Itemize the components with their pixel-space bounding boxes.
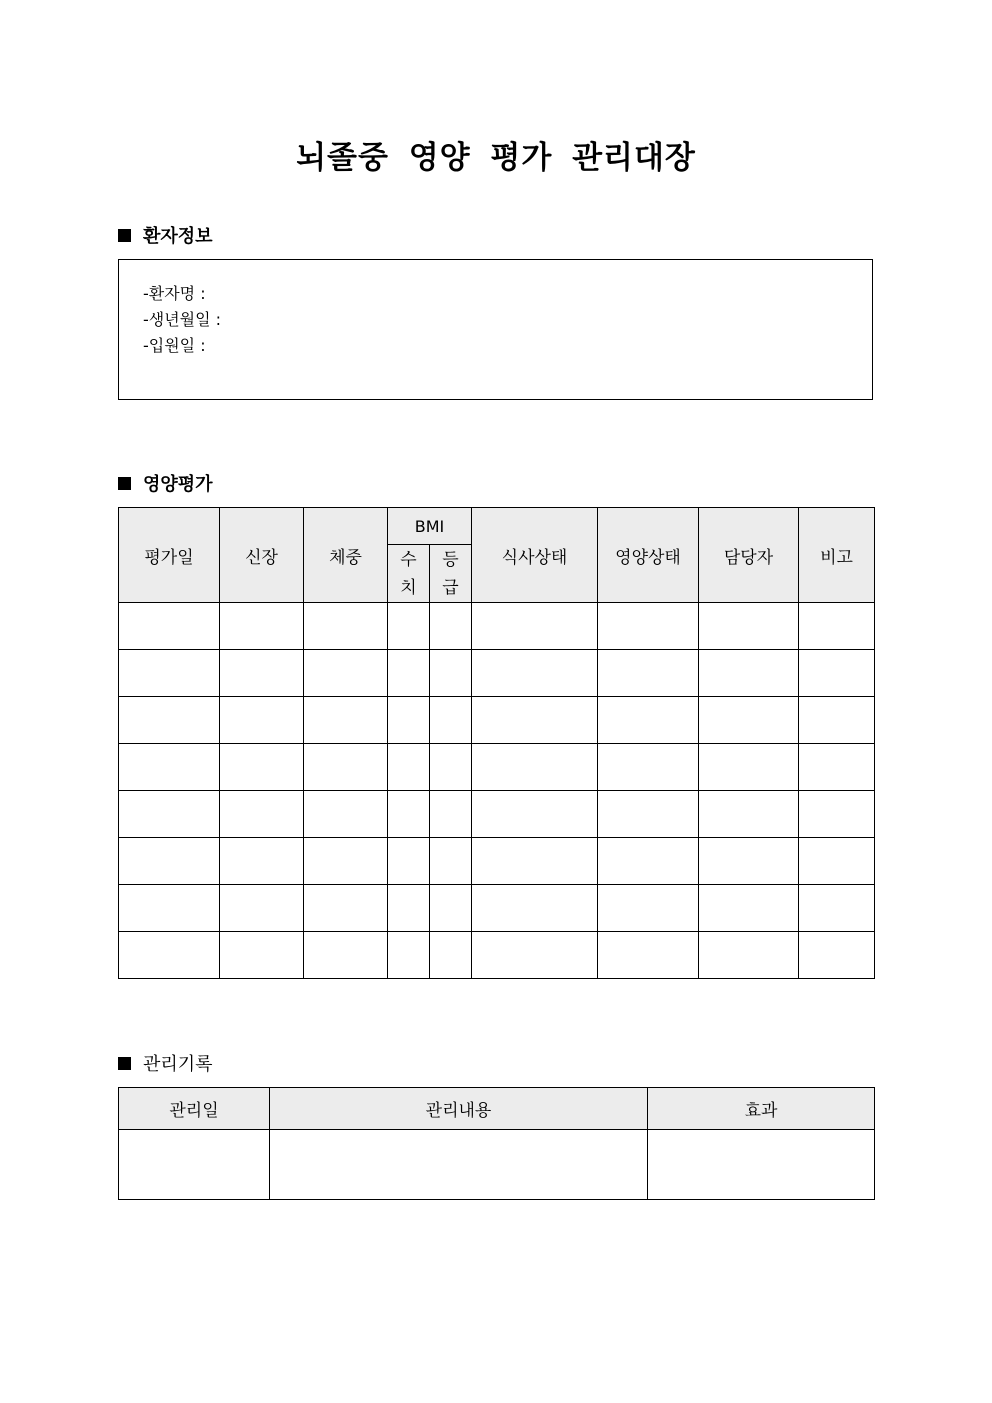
header-management-date: 관리일 — [119, 1088, 270, 1130]
table-row — [119, 603, 875, 650]
table-cell[interactable] — [430, 838, 472, 885]
patient-info-box — [118, 259, 873, 400]
table-cell[interactable] — [304, 697, 388, 744]
table-cell[interactable] — [119, 697, 220, 744]
table-cell[interactable] — [304, 791, 388, 838]
table-cell[interactable] — [598, 791, 699, 838]
table-cell[interactable] — [388, 932, 430, 979]
table-cell[interactable] — [388, 744, 430, 791]
table-cell[interactable] — [430, 885, 472, 932]
table-cell[interactable] — [119, 838, 220, 885]
table-cell[interactable] — [699, 744, 799, 791]
table-cell[interactable] — [270, 1130, 648, 1200]
table-cell[interactable] — [304, 603, 388, 650]
section-heading-assessment — [118, 470, 213, 496]
page-title: 뇌졸중 영양 평가 관리대장 — [296, 140, 696, 176]
header-weight: 체중 — [304, 508, 388, 603]
table-cell[interactable] — [119, 791, 220, 838]
section-heading-label: 영양평가 — [143, 474, 213, 495]
patient-name-label: -환자명 : — [143, 284, 206, 303]
table-cell[interactable] — [598, 838, 699, 885]
table-cell[interactable] — [119, 744, 220, 791]
table-cell[interactable] — [119, 650, 220, 697]
table-cell[interactable] — [799, 744, 875, 791]
header-bmi-value: 수 치 — [388, 545, 430, 603]
table-cell[interactable] — [430, 932, 472, 979]
table-cell[interactable] — [598, 932, 699, 979]
table-cell[interactable] — [799, 885, 875, 932]
section-heading-patient-info — [118, 222, 213, 248]
table-cell[interactable] — [699, 697, 799, 744]
square-bullet-icon — [118, 477, 131, 490]
table-cell[interactable] — [598, 744, 699, 791]
table-cell[interactable] — [430, 650, 472, 697]
table-row — [119, 791, 875, 838]
table-cell[interactable] — [472, 603, 598, 650]
table-cell[interactable] — [598, 697, 699, 744]
table-row — [119, 697, 875, 744]
table-cell[interactable] — [119, 1130, 270, 1200]
section-heading-label: 환자정보 — [143, 226, 213, 247]
table-cell[interactable] — [472, 791, 598, 838]
table-cell[interactable] — [430, 744, 472, 791]
table-cell[interactable] — [598, 603, 699, 650]
table-cell[interactable] — [220, 838, 304, 885]
table-cell[interactable] — [799, 697, 875, 744]
table-cell[interactable] — [388, 885, 430, 932]
header-staff: 담당자 — [699, 508, 799, 603]
table-cell[interactable] — [388, 650, 430, 697]
table-cell[interactable] — [220, 932, 304, 979]
management-records-table — [118, 1087, 875, 1200]
table-cell[interactable] — [304, 932, 388, 979]
table-row — [119, 744, 875, 791]
header-diet-status: 식사상태 — [472, 508, 598, 603]
admission-date-label: -입원일 : — [143, 336, 206, 355]
table-cell[interactable] — [472, 885, 598, 932]
table-cell[interactable] — [304, 650, 388, 697]
table-cell[interactable] — [799, 603, 875, 650]
table-cell[interactable] — [472, 650, 598, 697]
table-cell[interactable] — [699, 885, 799, 932]
table-cell[interactable] — [430, 603, 472, 650]
table-row — [119, 838, 875, 885]
admission-date-field[interactable] — [143, 333, 221, 359]
table-row — [119, 1130, 875, 1200]
table-cell[interactable] — [699, 791, 799, 838]
table-cell[interactable] — [388, 603, 430, 650]
table-cell[interactable] — [220, 650, 304, 697]
table-cell[interactable] — [304, 885, 388, 932]
table-cell[interactable] — [220, 744, 304, 791]
table-cell[interactable] — [699, 932, 799, 979]
table-cell[interactable] — [119, 885, 220, 932]
table-cell[interactable] — [472, 932, 598, 979]
table-cell[interactable] — [699, 650, 799, 697]
section-heading-label: 관리기록 — [143, 1054, 213, 1075]
table-cell[interactable] — [220, 791, 304, 838]
table-cell[interactable] — [472, 744, 598, 791]
table-row — [119, 885, 875, 932]
table-cell[interactable] — [472, 697, 598, 744]
table-cell[interactable] — [388, 791, 430, 838]
header-note: 비고 — [799, 508, 875, 603]
header-management-content: 관리내용 — [270, 1088, 648, 1130]
header-bmi: BMI — [388, 508, 472, 545]
header-bmi-grade: 등 급 — [430, 545, 472, 603]
table-cell[interactable] — [119, 603, 220, 650]
table-cell[interactable] — [699, 603, 799, 650]
table-cell[interactable] — [304, 744, 388, 791]
header-date: 평가일 — [119, 508, 220, 603]
table-cell[interactable] — [220, 885, 304, 932]
table-cell[interactable] — [799, 838, 875, 885]
table-cell[interactable] — [430, 697, 472, 744]
table-cell[interactable] — [220, 697, 304, 744]
table-cell[interactable] — [220, 603, 304, 650]
table-cell[interactable] — [799, 791, 875, 838]
header-effect: 효과 — [648, 1088, 875, 1130]
table-cell[interactable] — [388, 697, 430, 744]
nutrition-assessment-table — [118, 507, 875, 979]
header-height: 신장 — [220, 508, 304, 603]
square-bullet-icon — [118, 1057, 131, 1070]
table-cell[interactable] — [119, 932, 220, 979]
birth-date-field[interactable] — [143, 307, 221, 333]
table-row — [119, 650, 875, 697]
table-cell[interactable] — [388, 838, 430, 885]
table-cell[interactable] — [799, 650, 875, 697]
birth-date-label: -생년월일 : — [143, 310, 222, 329]
table-cell[interactable] — [304, 838, 388, 885]
table-cell[interactable] — [598, 885, 699, 932]
table-cell[interactable] — [430, 791, 472, 838]
section-heading-records — [118, 1050, 213, 1076]
patient-name-field[interactable] — [143, 281, 221, 307]
table-cell[interactable] — [648, 1130, 875, 1200]
table-cell[interactable] — [598, 650, 699, 697]
square-bullet-icon — [118, 229, 131, 242]
table-cell[interactable] — [699, 838, 799, 885]
table-cell[interactable] — [799, 932, 875, 979]
table-row — [119, 932, 875, 979]
header-nutrition-status: 영양상태 — [598, 508, 699, 603]
table-cell[interactable] — [472, 838, 598, 885]
